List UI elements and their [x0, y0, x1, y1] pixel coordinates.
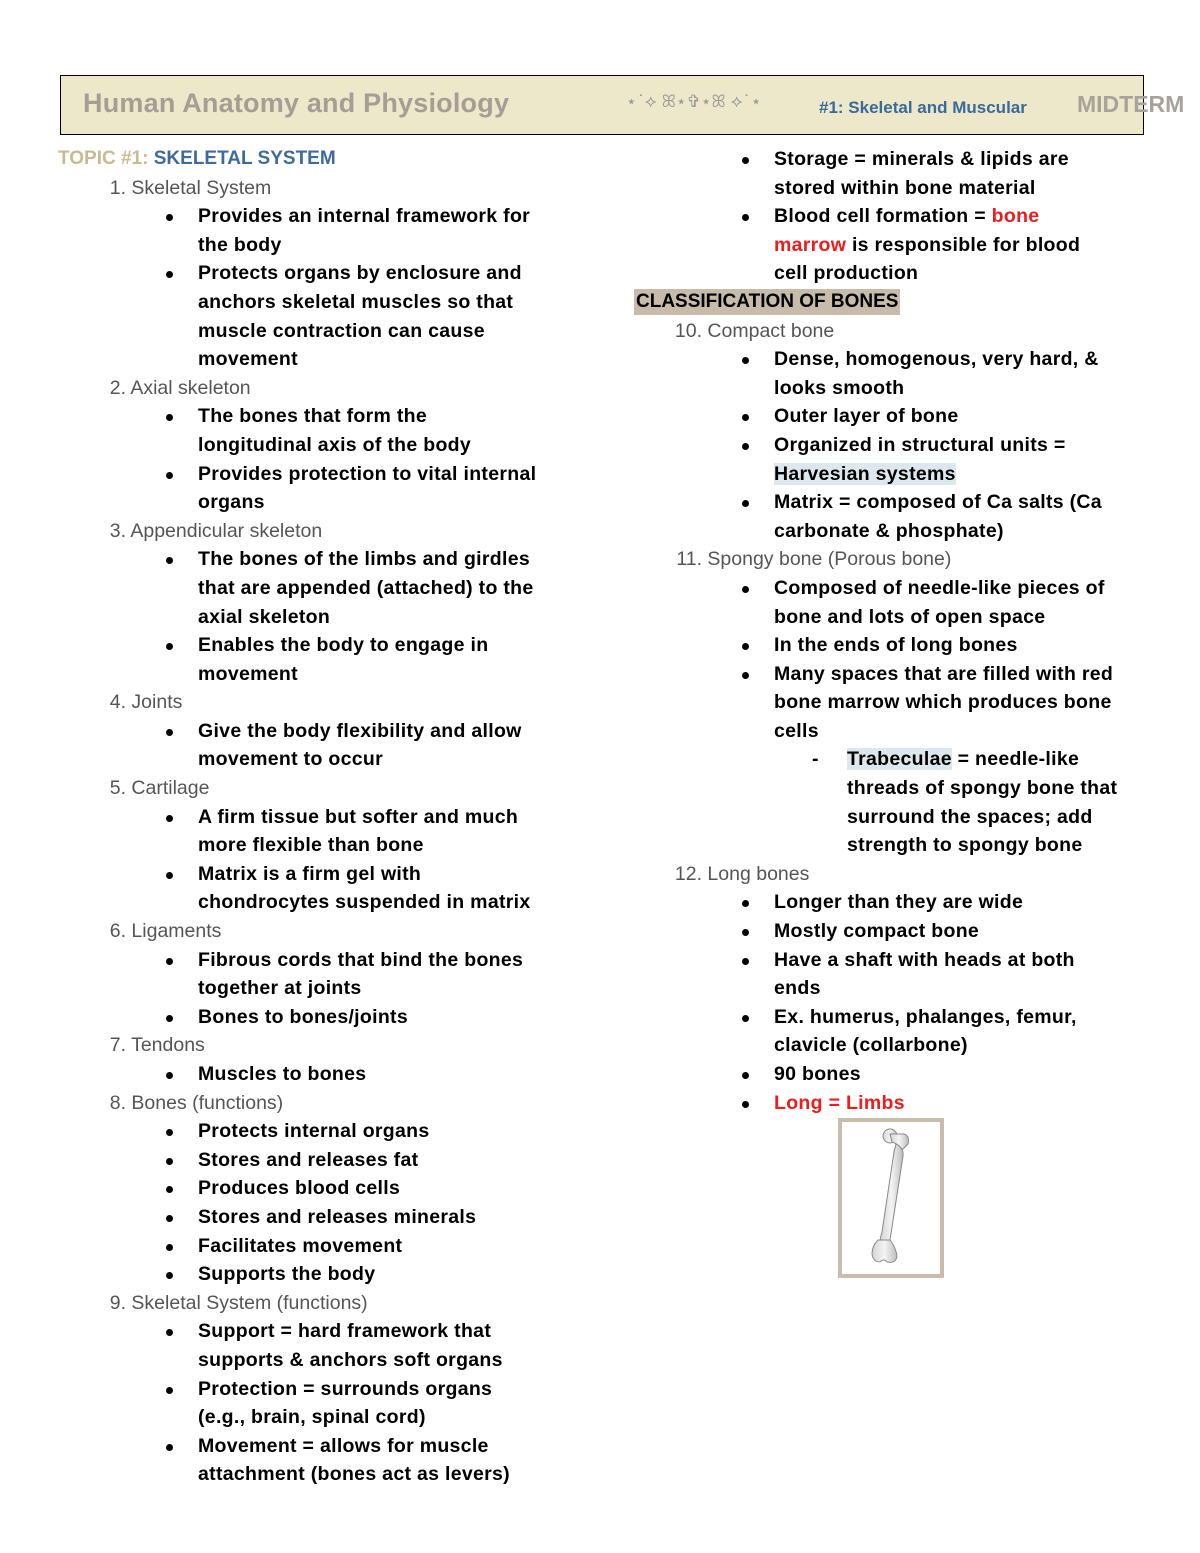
bullet-icon	[742, 500, 749, 507]
bullet-icon	[742, 357, 749, 364]
bullet-line: Mostly compact bone	[634, 917, 1164, 946]
topic-prefix: TOPIC #1:	[58, 148, 149, 169]
bullet-icon	[166, 958, 173, 965]
sub-bullet-line: threads of spongy bone that	[847, 777, 1118, 800]
bullet-icon	[742, 586, 749, 593]
bullet-icon	[742, 214, 749, 221]
bullet-icon	[166, 1186, 173, 1193]
femur-bone-icon	[842, 1122, 940, 1274]
bullet-line: Many spaces that are filled with red	[634, 660, 1164, 689]
bullet-line: bone marrow which produces bone	[774, 691, 1112, 714]
left-column	[58, 145, 578, 1489]
bullet-icon	[742, 643, 749, 650]
bullet-line: the body	[198, 233, 282, 256]
section-heading: CLASSIFICATION OF BONES	[634, 289, 900, 315]
bullet-line: axial skeleton	[198, 605, 331, 628]
bullet-icon	[166, 872, 173, 879]
bullet-line: In the ends of long bones	[634, 631, 1164, 660]
bullet-line: A firm tissue but softer and much	[58, 803, 578, 832]
bullet-icon	[742, 929, 749, 936]
list-item-number: 1. Skeletal System	[109, 176, 272, 199]
bullet-line: Composed of needle-like pieces of	[634, 574, 1164, 603]
femur-image	[838, 1118, 944, 1278]
list-item-number: 11. Spongy bone (Porous bone)	[676, 548, 952, 571]
banner-topic: #1: Skeletal and Muscular	[819, 98, 1027, 117]
bullet-line: Facilitates movement	[58, 1232, 578, 1261]
bullet-line: Provides protection to vital internal	[58, 460, 578, 489]
highlight-red-text: marrow	[774, 233, 847, 256]
highlight-red-text: Long = Limbs	[774, 1091, 905, 1114]
right-column	[634, 145, 1164, 1117]
bullet-line: bone and lots of open space	[774, 605, 1046, 628]
bullet-icon	[742, 672, 749, 679]
dash-icon: -	[812, 748, 819, 771]
bullet-icon	[166, 1215, 173, 1222]
bullet-line: movement to occur	[198, 748, 383, 771]
bullet-line: longitudinal axis of the body	[198, 433, 472, 456]
bullet-icon	[166, 815, 173, 822]
bullet-line: Matrix is a firm gel with	[58, 860, 578, 889]
bullet-line: The bones that form the	[58, 402, 578, 431]
highlighted-term: Trabeculae	[847, 748, 952, 771]
bullet-icon	[742, 900, 749, 907]
bullet-line: Movement = allows for muscle	[58, 1432, 578, 1461]
bullet-line: Outer layer of bone	[634, 402, 1164, 431]
bullet-line: supports & anchors soft organs	[198, 1348, 503, 1371]
bullet-line: Protects internal organs	[58, 1117, 578, 1146]
list-item-number: 7. Tendons	[109, 1034, 205, 1057]
bullet-line: Protection = surrounds organs	[58, 1375, 578, 1404]
bullet-line: stored within bone material	[774, 176, 1036, 199]
bullet-line: movement	[198, 662, 298, 685]
bullet-icon	[166, 271, 173, 278]
bullet-line: organs	[198, 491, 265, 514]
document-title: Human Anatomy and Physiology	[83, 88, 510, 118]
bullet-line: clavicle (collarbone)	[774, 1034, 968, 1057]
bullet-icon	[166, 729, 173, 736]
bullet-icon	[742, 958, 749, 965]
bullet-line: muscle contraction can cause	[198, 319, 485, 342]
bullet-line: anchors skeletal muscles so that	[198, 290, 514, 313]
bullet-icon	[166, 1244, 173, 1251]
bullet-line: The bones of the limbs and girdles	[58, 545, 578, 574]
bullet-line: Supports the body	[58, 1260, 578, 1289]
bullet-icon	[166, 472, 173, 479]
bullet-icon	[166, 1444, 173, 1451]
bullet-icon	[166, 214, 173, 221]
bullet-line: attachment (bones act as levers)	[198, 1463, 510, 1486]
bullet-line: chondrocytes suspended in matrix	[198, 891, 531, 914]
bullet-line: Stores and releases minerals	[58, 1203, 578, 1232]
bullet-line: Ex. humerus, phalanges, femur,	[634, 1003, 1164, 1032]
bullet-line: looks smooth	[774, 376, 905, 399]
bullet-line: movement	[198, 348, 298, 371]
bullet-line	[634, 460, 1164, 489]
bullet-line: Protects organs by enclosure and	[58, 259, 578, 288]
bullet-line: Provides an internal framework for	[58, 202, 578, 231]
bullet-line	[634, 1089, 1164, 1118]
bullet-line: Support = hard framework that	[58, 1317, 578, 1346]
bullet-line: marrow is responsible for blood	[774, 233, 1081, 256]
bullet-icon	[166, 557, 173, 564]
bullet-icon	[166, 1015, 173, 1022]
bullet-line: cells	[774, 719, 819, 742]
bullet-line: ends	[774, 977, 821, 1000]
list-item-number: 6. Ligaments	[109, 920, 222, 943]
bullet-line: (e.g., brain, spinal cord)	[198, 1406, 426, 1429]
bullet-icon	[166, 1272, 173, 1279]
bullet-line: Matrix = composed of Ca salts (Ca	[634, 488, 1164, 517]
bullet-line: 90 bones	[634, 1060, 1164, 1089]
bullet-icon	[166, 643, 173, 650]
bullet-line: more flexible than bone	[198, 834, 424, 857]
header-banner	[60, 75, 1185, 135]
highlighted-term: Harvesian systems	[774, 462, 956, 485]
bullet-icon	[742, 1101, 749, 1108]
banner-exam-label: MIDTERM	[1077, 91, 1185, 117]
sub-bullet-line: strength to spongy bone	[847, 834, 1083, 857]
list-item-number: 9. Skeletal System (functions)	[109, 1291, 368, 1314]
sub-bullet-line: - Trabeculae = needle-like	[634, 745, 1164, 774]
list-item-number: 5. Cartilage	[109, 777, 210, 800]
bullet-line: together at joints	[198, 977, 362, 1000]
bullet-line: Enables the body to engage in	[58, 631, 578, 660]
list-item-number: 2. Axial skeleton	[109, 376, 251, 399]
bullet-line: cell production	[774, 262, 919, 285]
highlight-red-text: bone	[991, 205, 1040, 228]
list-item-number: 8. Bones (functions)	[109, 1091, 284, 1114]
bullet-line: Longer than they are wide	[634, 888, 1164, 917]
list-item-number: 4. Joints	[109, 691, 183, 714]
topic-heading	[58, 145, 578, 174]
bullet-line: Muscles to bones	[58, 1060, 578, 1089]
bullet-icon	[742, 1015, 749, 1022]
bullet-line: Dense, homogenous, very hard, &	[634, 345, 1164, 374]
bullet-icon	[166, 1158, 173, 1165]
bullet-icon	[742, 1072, 749, 1079]
bullet-icon	[166, 1072, 173, 1079]
topic-name: SKELETAL SYSTEM	[153, 148, 336, 169]
section-heading-row	[634, 288, 1164, 317]
bullet-line: Fibrous cords that bind the bones	[58, 946, 578, 975]
bullet-line: Blood cell formation = bone	[634, 202, 1164, 231]
decorative-glyphs: ⋆˙⟡ ꕤ⋆✞⋆ꕤ ⟡˙⋆	[626, 92, 762, 112]
bullet-line: Storage = minerals & lipids are	[634, 145, 1164, 174]
bullet-icon	[742, 414, 749, 421]
bullet-icon	[166, 1129, 173, 1136]
bullet-line: Have a shaft with heads at both	[634, 946, 1164, 975]
bullet-line: Bones to bones/joints	[58, 1003, 578, 1032]
bullet-line: carbonate & phosphate)	[774, 519, 1004, 542]
bullet-line: that are appended (attached) to the	[198, 576, 534, 599]
bullet-icon	[166, 414, 173, 421]
bullet-icon	[742, 157, 749, 164]
sub-bullet-line: surround the spaces; add	[847, 805, 1093, 828]
list-item-number: 10. Compact bone	[674, 319, 835, 342]
list-item-number: 3. Appendicular skeleton	[109, 519, 323, 542]
bullet-line: Organized in structural units =	[634, 431, 1164, 460]
bullet-icon	[166, 1387, 173, 1394]
bullet-line: Stores and releases fat	[58, 1146, 578, 1175]
bullet-line: Produces blood cells	[58, 1174, 578, 1203]
bullet-icon	[166, 1329, 173, 1336]
bullet-line: Give the body flexibility and allow	[58, 717, 578, 746]
bullet-icon	[742, 443, 749, 450]
list-item-number: 12. Long bones	[674, 862, 810, 885]
